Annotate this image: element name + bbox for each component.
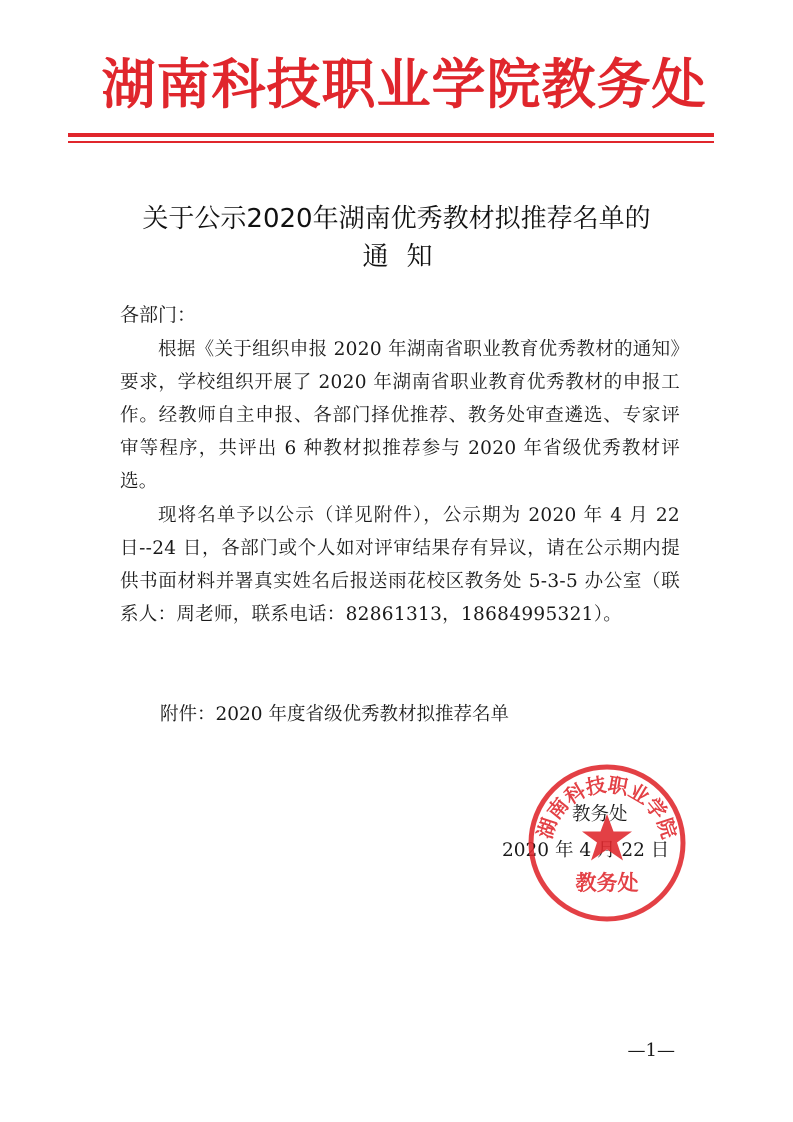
header-rule-thick xyxy=(68,133,714,137)
attachment-note: 附件：2020 年度省级优秀教材拟推荐名单 xyxy=(160,704,509,725)
issuer-name: 湖南科技职业学院教务处 xyxy=(101,53,707,116)
body-paragraph-2: 现将名单予以公示（详见附件），公示期为 2020 年 4 月 22 日--24 日，各部门或个人如对评审结果存有异议，请在公示期内提供书面材料并署真实姓名后报送雨花校区教务处 5-3-5 办公室（联系人：周老师，联系电话：82861313，18684995321）。 xyxy=(120,505,680,625)
signature-office: 教务处 xyxy=(572,804,628,825)
signature-date: 2020 年 4 月 22 日 xyxy=(502,840,670,861)
body-paragraph-1: 根据《关于组织申报 2020 年湖南省职业教育优秀教材的通知》要求，学校组织开展了 2020 年湖南省职业教育优秀教材的申报工作。经教师自主申报、各部门择优推荐、教务处审查遴选、专家评审等程序，共评出 6 种教材拟推荐参与 2020 年省级优秀教材评选。 xyxy=(120,339,680,492)
seal-star-icon xyxy=(582,814,632,861)
document-title-line2: 通知 xyxy=(362,242,451,272)
official-seal xyxy=(526,762,688,924)
seal-outer-text: 湖南科技职业学院 xyxy=(532,772,682,842)
document-title-line1: 关于公示2020年湖南优秀教材拟推荐名单的 xyxy=(142,204,651,234)
page-number: —1— xyxy=(627,1040,675,1061)
seal-inner-text: 教务处 xyxy=(575,871,639,895)
header-rule-thin xyxy=(68,141,714,143)
salutation: 各部门： xyxy=(120,304,197,326)
